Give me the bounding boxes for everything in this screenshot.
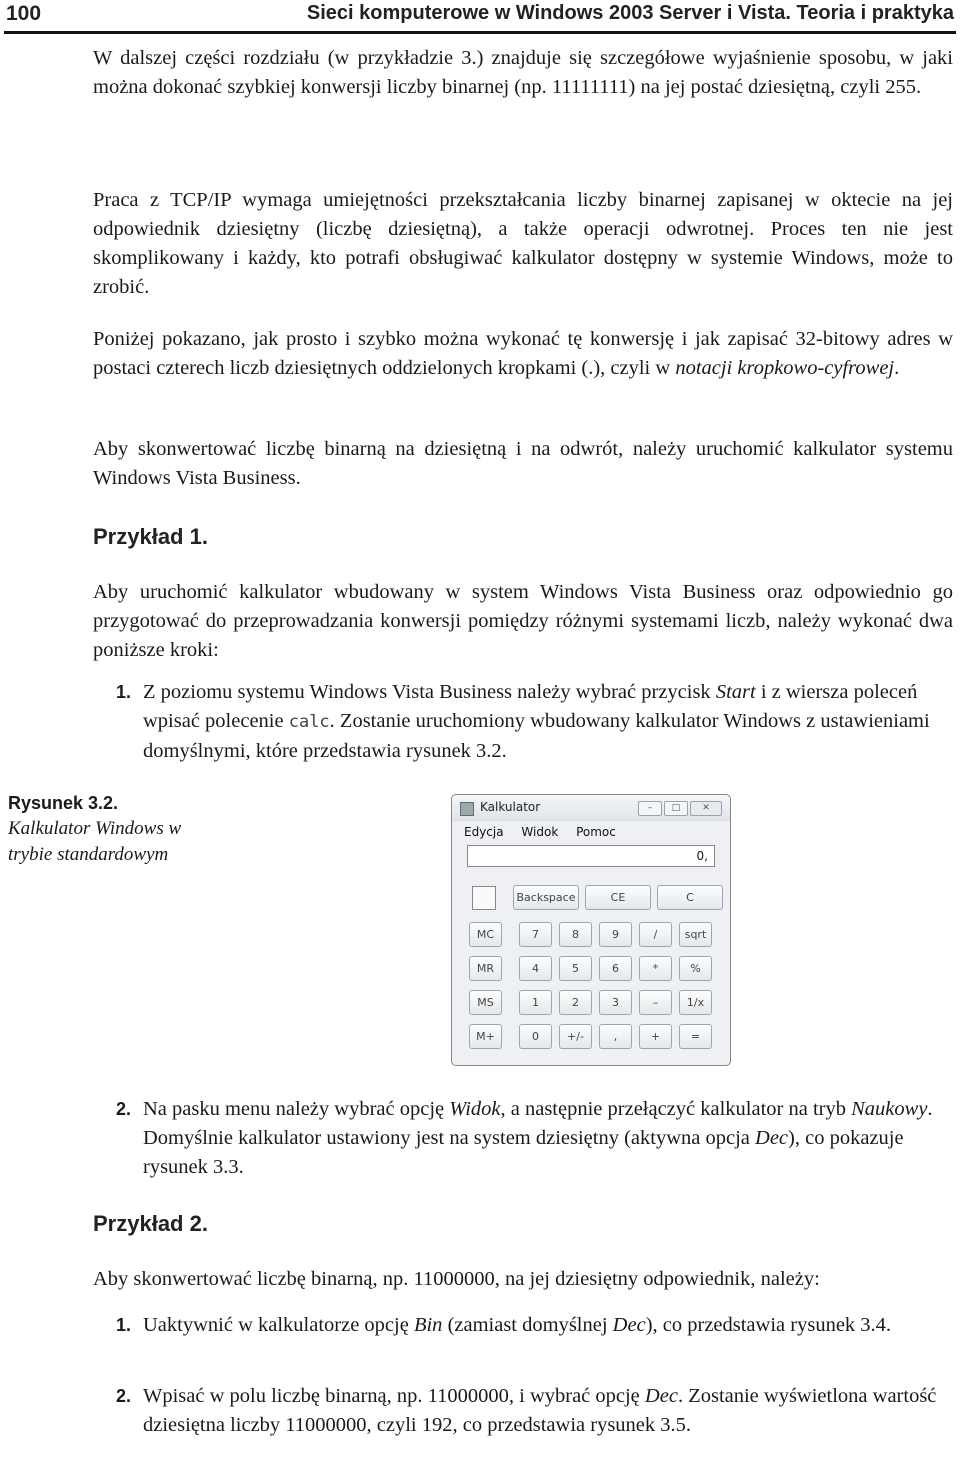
backspace-key[interactable]: Backspace [513,885,579,910]
calc-key-mplus[interactable]: M+ [469,1024,502,1049]
paragraph-1: W dalszej części rozdziału (w przykładzie 3.) znajduje się szczegółowe wyjaśnienie sposobu, w jaki można dokonać szybkiej konwersji liczby binarnej (np. 11111111) na jej postać dziesiętną, czyli 255. [93,47,953,98]
list-item [116,1095,954,1182]
menu-pomoc[interactable]: Pomoc [576,825,616,839]
list-text: Wpisać w polu liczbę binarną, np. 11000000, i wybrać opcję [143,1385,645,1407]
calculator-window [451,794,731,1066]
calc-key-2[interactable]: 2 [559,990,592,1015]
list-item [116,1382,954,1440]
list-text: , a następnie przełączyć kalkulator na tryb [500,1098,852,1120]
calc-key-5[interactable]: 5 [559,956,592,981]
list-item-text [143,1095,954,1182]
list-emphasis: Bin [413,1314,443,1336]
page-number: 100 [6,2,42,25]
example-2-heading: Przykład 2. [93,1211,208,1236]
calc-key-reciprocal[interactable]: 1/x [679,990,712,1015]
calc-key-divide[interactable]: / [639,922,672,947]
calculator-display[interactable]: 0, [467,845,715,867]
calc-key-1[interactable]: 1 [519,990,552,1015]
calculator-titlebar [452,795,730,821]
command-code: calc [288,712,330,732]
calc-key-plus[interactable]: + [639,1024,672,1049]
figure-caption-text: Kalkulator Windows w trybie standardowym [8,818,182,865]
calc-key-decimal[interactable]: , [599,1024,632,1049]
calc-key-6[interactable]: 6 [599,956,632,981]
calc-key-mr[interactable]: MR [469,956,502,981]
calculator-title: Kalkulator [480,800,541,814]
paragraph-3-text: Poniżej pokazano, jak prosto i szybko można wykonać tę konwersję i jak zapisać 32-bitowy adres w postaci czterech liczb dziesiętnych oddzielonych kropkami (.), czyli w [93,328,953,379]
c-key[interactable]: C [657,885,723,910]
menu-edycja[interactable]: Edycja [464,825,504,839]
paragraph-4: Aby skonwertować liczbę binarną na dziesiętną i na odwrót, należy uruchomić kalkulator systemu Windows Vista Business. [93,438,953,489]
list-number: 2. [116,1386,132,1406]
calc-key-4[interactable]: 4 [519,956,552,981]
calc-key-percent[interactable]: % [679,956,712,981]
list-text: . Domyślnie kalkulator ustawiony jest na system dziesiętny (aktywna opcja [143,1098,933,1149]
calc-key-3[interactable]: 3 [599,990,632,1015]
list-emphasis: Dec [644,1385,678,1407]
list-number: 2. [116,1099,132,1119]
memory-indicator [472,886,496,910]
paragraph-6: Aby skonwertować liczbę binarną, np. 11000000, na jej dziesiętny odpowiednik, należy: [93,1268,820,1290]
maximize-icon[interactable]: □ [664,801,688,816]
paragraph-3-end: . [894,357,900,379]
list-item-text [143,1311,954,1340]
list-text: . Zostanie uruchomiony wbudowany kalkulator Windows z ustawieniami domyślnymi, które przedstawia rysunek 3.2. [143,710,930,762]
list-text: Uaktywnić w kalkulatorze opcję [143,1314,414,1336]
example-1-heading: Przykład 1. [93,524,208,549]
list-text: (zamiast domyślnej [442,1314,613,1336]
page-header [0,0,960,34]
figure-label: Rysunek 3.2. [8,793,119,813]
calc-key-7[interactable]: 7 [519,922,552,947]
calc-key-mc[interactable]: MC [469,922,502,947]
calc-key-0[interactable]: 0 [519,1024,552,1049]
list-item-text [143,1382,954,1440]
calc-key-negate[interactable]: +/- [559,1024,592,1049]
running-title: Sieci komputerowe w Windows 2003 Server i Vista. Teoria i praktyka [306,2,954,24]
calculator-menubar [464,825,630,843]
minimize-icon[interactable]: – [638,801,662,816]
list-text: Z poziomu systemu Windows Vista Business należy wybrać przycisk [143,681,716,703]
list-text: ), co przedstawia rysunek 3.4. [645,1314,892,1336]
list-text: . Zostanie wyświetlona wartość dziesiętna liczby 11000000, czyli 192, co przedstawia rysunek 3.5. [143,1385,937,1436]
list-item [116,1311,954,1340]
calc-key-ms[interactable]: MS [469,990,502,1015]
calc-key-9[interactable]: 9 [599,922,632,947]
list-item-text [143,678,954,766]
calc-key-multiply[interactable]: * [639,956,672,981]
list-number: 1. [116,682,132,702]
calculator-app-icon [460,802,474,816]
list-emphasis: Dec [755,1127,789,1149]
calc-key-sqrt[interactable]: sqrt [679,922,712,947]
figure-caption [8,790,208,868]
paragraph-2: Praca z TCP/IP wymaga umiejętności przekształcania liczby binarnej zapisanej w oktecie na jej odpowiednik dziesiętny (liczbę dziesiętną), a także operacji odwrotnej. Proces ten nie jest skomplikowany i każdy, kto potrafi obsługiwać kalkulator dostępny w systemie Windows, może to zrobić. [93,189,953,298]
list-text: Na pasku menu należy wybrać opcję [143,1098,450,1120]
list-text: ), co pokazuje rysunek 3.3. [143,1127,904,1178]
list-emphasis: Start [715,681,756,703]
ce-key[interactable]: CE [585,885,651,910]
header-rule [4,31,956,34]
list-emphasis: Naukowy [851,1098,928,1120]
calc-key-equals[interactable]: = [679,1024,712,1049]
calc-key-8[interactable]: 8 [559,922,592,947]
close-icon[interactable]: ✕ [690,801,722,816]
paragraph-5: Aby uruchomić kalkulator wbudowany w system Windows Vista Business oraz odpowiednio go przygotować do przeprowadzania konwersji pomiędzy różnymi systemami liczb, należy wykonać dwa poniższe kroki: [93,581,953,661]
list-item [116,678,954,766]
list-number: 1. [116,1315,132,1335]
paragraph-3-emphasis: notacji kropkowo-cyfrowej [675,357,895,379]
calc-key-minus[interactable]: – [639,990,672,1015]
list-text: i z wiersza poleceń wpisać polecenie [143,681,918,732]
paragraph-3 [93,325,953,383]
list-emphasis: Widok [449,1098,501,1120]
list-emphasis: Dec [612,1314,646,1336]
menu-widok[interactable]: Widok [521,825,559,839]
